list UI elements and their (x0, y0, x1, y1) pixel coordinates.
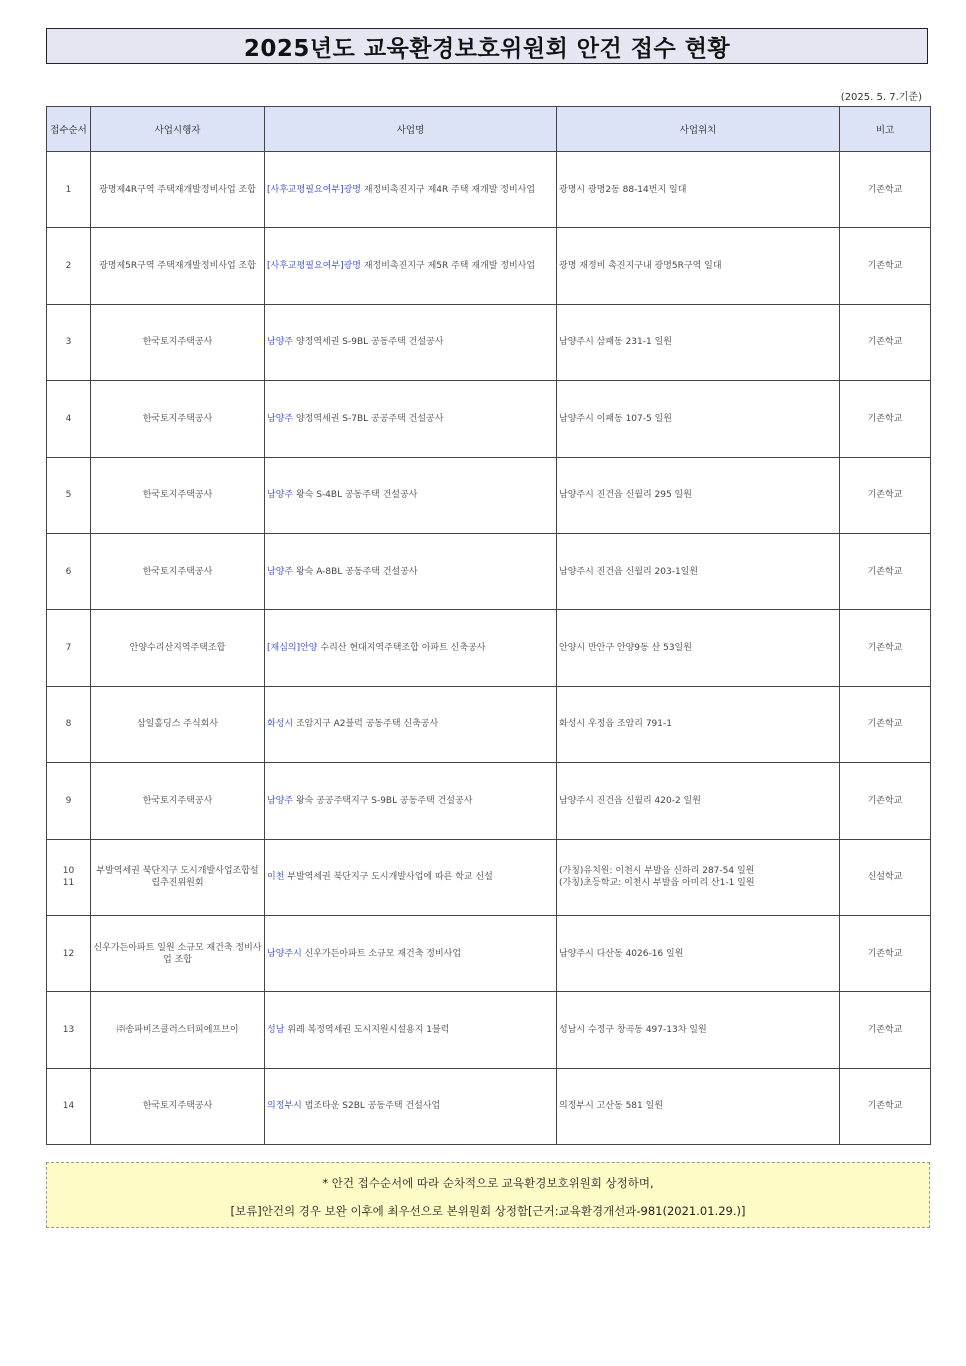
cell-location: 안양시 만안구 안양9동 산 53일원 (557, 610, 840, 686)
cell-project-name (265, 1068, 557, 1144)
cell-no: 2 (47, 228, 91, 304)
project-name: 수리산 현대지역주택조합 아파트 신축공사 (320, 643, 486, 654)
cell-project-name (265, 533, 557, 609)
header-note: 비고 (840, 107, 931, 152)
cell-project-name (265, 381, 557, 457)
cell-project-name (265, 992, 557, 1068)
cell-note: 기존학교 (840, 686, 931, 762)
cell-location: (가칭)유치원: 이천시 부발읍 신하리 287-54 일원 (가칭)초등학교: 이천시 부발읍 아미리 산1-1 일원 (557, 839, 840, 915)
project-name: 왕숙 S-4BL 공동주택 건설공사 (295, 490, 418, 501)
cell-note: 기존학교 (840, 763, 931, 839)
cell-location: 남양주시 삼패동 231-1 일원 (557, 304, 840, 380)
cell-owner: 한국토지주택공사 (91, 763, 265, 839)
footnote-line-1: * 안건 접수순서에 따라 순차적으로 교육환경보호위원회 상정하며, (322, 1176, 654, 1190)
cell-owner: 한국토지주택공사 (91, 457, 265, 533)
table-row (47, 610, 931, 686)
cell-location: 남양주시 진건읍 신월리 203-1일원 (557, 533, 840, 609)
cell-no: 7 (47, 610, 91, 686)
table-row (47, 457, 931, 533)
cell-location: 남양주시 진건읍 신월리 295 일원 (557, 457, 840, 533)
project-name: 부발역세권 북단지구 도시개발사업에 따른 학교 신설 (287, 872, 493, 883)
page-title: 2025년도 교육환경보호위원회 안건 접수 현황 (243, 35, 731, 62)
region-label: 남양주 (267, 566, 294, 577)
cell-owner: 광명제4R구역 주택재개발정비사업 조합 (91, 152, 265, 228)
cell-project-name (265, 915, 557, 991)
region-label: 남양주 (267, 413, 294, 424)
table-row (47, 152, 931, 228)
cell-note: 기존학교 (840, 381, 931, 457)
cell-owner: 한국토지주택공사 (91, 533, 265, 609)
cell-location: 광명 재정비 촉진지구내 광명5R구역 일대 (557, 228, 840, 304)
header-location: 사업위치 (557, 107, 840, 152)
agenda-table (46, 106, 931, 1145)
region-label: 남양주 (267, 795, 294, 806)
project-name: 왕숙 공공주택지구 S-9BL 공동주택 건설공사 (295, 795, 473, 806)
cell-location: 성남시 수정구 창곡동 497-13차 일원 (557, 992, 840, 1068)
table-row (47, 686, 931, 762)
project-name: 양정역세권 S-9BL 공동주택 건설공사 (295, 337, 444, 348)
cell-note: 기존학교 (840, 152, 931, 228)
cell-no: 10 11 (47, 839, 91, 915)
region-label: 남양주시 (267, 948, 302, 959)
table-row (47, 304, 931, 380)
region-label: 의정부시 (267, 1101, 302, 1112)
cell-note: 기존학교 (840, 992, 931, 1068)
cell-owner: 부발역세권 북단지구 도시개발사업조합설립추진위원회 (91, 839, 265, 915)
cell-location: 광명시 광명2동 88-14번지 일대 (557, 152, 840, 228)
region-label: [사후교평필요여부]광명 (267, 184, 361, 195)
cell-owner: 한국토지주택공사 (91, 381, 265, 457)
cell-owner: 삼일홀딩스 주식회사 (91, 686, 265, 762)
table-row (47, 992, 931, 1068)
region-label: 남양주 (267, 490, 294, 501)
region-label: 이천 (267, 872, 285, 883)
table-row (47, 915, 931, 991)
project-name: 위례 복정역세권 도시지원시설용지 1블럭 (287, 1024, 450, 1035)
region-label: [사후교평필요여부]광명 (267, 261, 361, 272)
cell-no: 4 (47, 381, 91, 457)
cell-no: 6 (47, 533, 91, 609)
header-no: 접수순서 (47, 107, 91, 152)
cell-no: 1 (47, 152, 91, 228)
project-name: 법조타운 S2BL 공동주택 건설사업 (304, 1101, 441, 1112)
cell-note: 기존학교 (840, 1068, 931, 1144)
cell-owner: 광명제5R구역 주택재개발정비사업 조합 (91, 228, 265, 304)
table-row (47, 533, 931, 609)
region-label: [재심의]안양 (267, 643, 318, 654)
cell-location: 화성시 우정읍 조암리 791-1 (557, 686, 840, 762)
cell-no: 12 (47, 915, 91, 991)
cell-owner: 한국토지주택공사 (91, 304, 265, 380)
table-row (47, 1068, 931, 1144)
cell-location: 남양주시 다산동 4026-16 일원 (557, 915, 840, 991)
footnote-line-2: [보류]안건의 경우 보완 이후에 최우선으로 본위원회 상정함[근거:교육환경개선과-981(2021.01.29.)] (230, 1204, 746, 1218)
cell-project-name (265, 457, 557, 533)
table-row (47, 839, 931, 915)
cell-location: 남양주시 이패동 107-5 일원 (557, 381, 840, 457)
cell-project-name (265, 686, 557, 762)
cell-note: 기존학교 (840, 228, 931, 304)
cell-no: 8 (47, 686, 91, 762)
cell-location: 남양주시 진건읍 신월리 420-2 일원 (557, 763, 840, 839)
cell-note: 기존학교 (840, 533, 931, 609)
cell-note: 기존학교 (840, 610, 931, 686)
project-name: 양정역세권 S-7BL 공공주택 건설공사 (295, 413, 444, 424)
header-owner: 사업시행자 (91, 107, 265, 152)
cell-project-name (265, 610, 557, 686)
cell-no: 13 (47, 992, 91, 1068)
cell-owner: 신우가든아파트 일원 소규모 재건축 정비사업 조합 (91, 915, 265, 991)
footnote-box (46, 1162, 930, 1228)
region-label: 성남 (267, 1024, 285, 1035)
cell-project-name (265, 152, 557, 228)
cell-note: 기존학교 (840, 457, 931, 533)
cell-project-name (265, 839, 557, 915)
cell-note: 신설학교 (840, 839, 931, 915)
title-box (46, 28, 928, 64)
cell-owner: 한국토지주택공사 (91, 1068, 265, 1144)
project-name: 재정비촉진지구 제5R 주택 재개발 정비사업 (363, 261, 536, 272)
cell-note: 기존학교 (840, 915, 931, 991)
table-header-row (47, 107, 931, 152)
table-row (47, 763, 931, 839)
cell-note: 기존학교 (840, 304, 931, 380)
cell-owner: 안양수리산지역주택조합 (91, 610, 265, 686)
cell-project-name (265, 228, 557, 304)
table-row (47, 381, 931, 457)
cell-location: 의정부시 고산동 581 일원 (557, 1068, 840, 1144)
cell-project-name (265, 304, 557, 380)
project-name: 조암지구 A2블럭 공동주택 신축공사 (295, 719, 439, 730)
project-name: 신우가든아파트 소규모 재건축 정비사업 (304, 948, 462, 959)
project-name: 왕숙 A-8BL 공동주택 건설공사 (295, 566, 418, 577)
table-row (47, 228, 931, 304)
region-label: 화성시 (267, 719, 294, 730)
cell-no: 9 (47, 763, 91, 839)
region-label: 남양주 (267, 337, 294, 348)
cell-project-name (265, 763, 557, 839)
project-name: 재정비촉진지구 제4R 주택 재개발 정비사업 (363, 184, 536, 195)
cell-no: 5 (47, 457, 91, 533)
cell-no: 14 (47, 1068, 91, 1144)
cell-no: 3 (47, 304, 91, 380)
header-name: 사업명 (265, 107, 557, 152)
as-of-date: (2025. 5. 7.기준) (840, 92, 922, 103)
cell-owner: ㈜송파비즈클러스터피에프브이 (91, 992, 265, 1068)
